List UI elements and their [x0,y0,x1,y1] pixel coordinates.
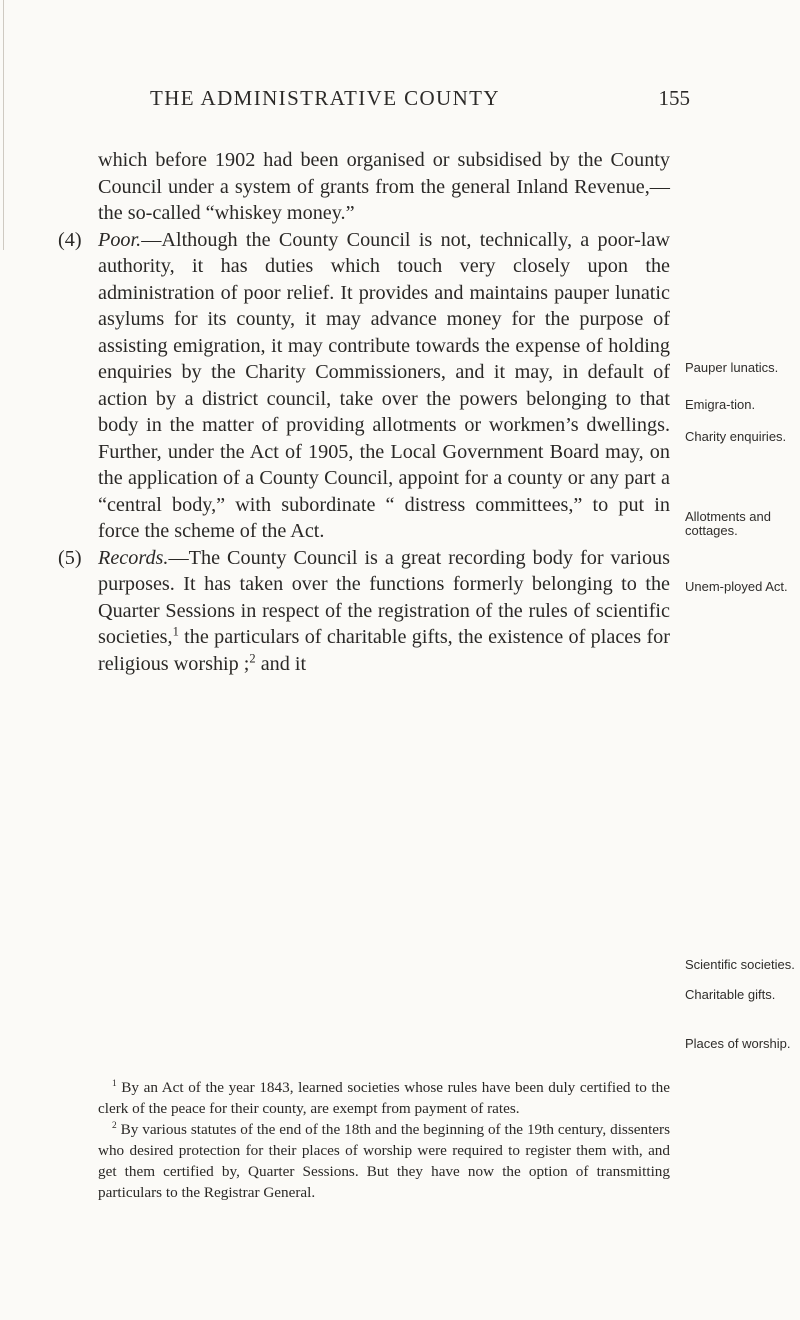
item-number: (4) [58,228,82,251]
footnote-reference: 2 [249,650,256,665]
item-number: (5) [58,546,82,569]
item-text: —Although the County Council is not, technically, a poor-law authority, it has duties which touch very closely upon the administration of poor relief. It provides and maintains pauper lunatic asylums for its county, it may advance money for the purpose of assisting emigration, it may contribute towards the expense of holding enquiries by the Charity Commissioners, and it may, in default of action by a district council, take over the powers belonging to that body in the matter of providing allotments or workmen’s dwellings. Further, under the Act of 1905, the Local Government Board may, on the application of a County Council, appoint for a county or any part a “central body,” with subordinate “ distress committees,” to put in force the scheme of the Act. [98,228,670,542]
margin-note: Charitable gifts. [685,987,776,1002]
footnote-marker: 1 [112,1078,117,1089]
footnote [98,1077,670,1119]
footnote-text: By various statutes of the end of the 18th and the beginning of the 19th century, dissenters who desired protection for their places of worship were required to register them with, and get them certified by, Quarter Sessions. But they have now the option of transmitting particulars to the Registrar General. [98,1121,670,1201]
item-records [58,545,670,678]
footnotes [98,1077,670,1203]
running-title: THE ADMINISTRATIVE COUNTY [150,86,500,110]
footnote-reference: 1 [172,624,179,639]
page-edge-line [3,0,4,250]
footnote-text: By an Act of the year 1843, learned societies whose rules have been duly certified to the clerk of the peace for their county, are exempt from payment of rates. [98,1079,670,1117]
footnote [98,1119,670,1203]
item-text: the particulars of charitable gifts, the existence of places for religious worship ; [98,626,670,675]
item-heading: Poor. [98,228,142,251]
margin-note: Charity enquiries. [685,429,787,444]
running-head [150,86,690,116]
continued-paragraph: which before 1902 had been organised or subsidised by the County Council under a system of grants from the general Inland Revenue,—the so-called “whiskey money.” [98,149,670,224]
margin-note: Pauper lunatics. [685,360,779,375]
margin-note: Emigra-tion. [685,397,756,412]
margin-note: Scientific societies. [685,957,795,972]
item-text: —The County Council is a great recording body for various purposes. It has taken over the functions formerly belonging to the Quarter Sessions in respect of the registration of the rules of scientific societies, [98,546,670,648]
item-heading: Records. [98,546,169,569]
margin-note: Places of worship. [685,1036,791,1051]
footnote-marker: 2 [112,1120,117,1131]
item-text: and it [255,652,307,675]
margin-note: Unem-ployed Act. [685,579,788,594]
page-number: 155 [658,86,690,110]
item-poor [58,227,670,545]
margin-note: Allotments and cottages. [685,509,771,538]
main-text [58,147,670,677]
